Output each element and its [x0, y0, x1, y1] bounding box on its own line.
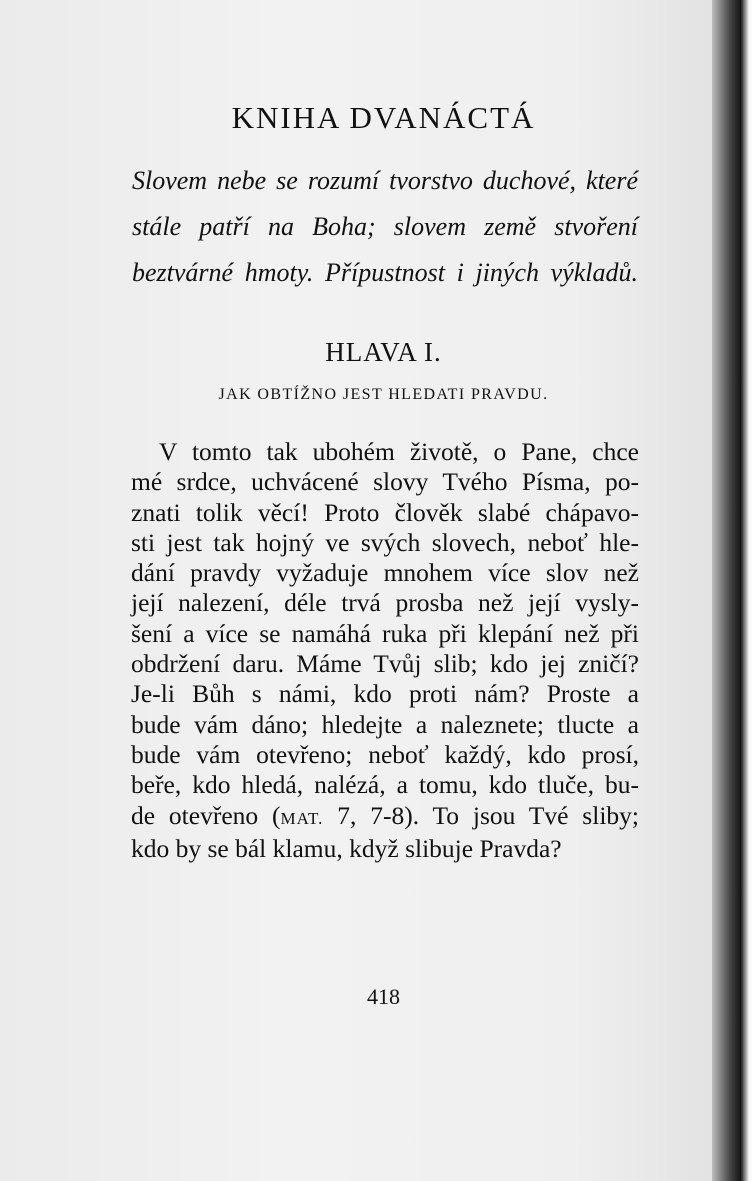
text-line: V tomto tak ubohém životě, o Pane, chce [159, 437, 639, 466]
page-number: 418 [367, 984, 400, 1009]
book-gutter-shadow [712, 0, 753, 1181]
text-fragment: 7, 7-8). To jsou Tvé sliby; [323, 800, 639, 830]
argument-line: Slovem nebe se rozumí tvorstvo duchové, které [132, 166, 638, 195]
chapter-subtitle: JAK OBTÍŽNO JEST HLEDATI PRAVDU. [218, 386, 549, 403]
argument-line: beztvárné hmoty. Přípustnost i jiných výkladů. [132, 258, 638, 287]
text-line: Je-li Bůh s námi, kdo proti nám? Proste a [131, 679, 639, 709]
text-line: mé srdce, uchvácené slovy Tvého Písma, po- [131, 467, 639, 497]
argument-line: stále patří na Boha; slovem země stvoření [132, 212, 638, 241]
book-argument [132, 158, 638, 296]
text-line: dání pravdy vyžaduje mnohem více slov než [131, 558, 639, 588]
text-line: beře, kdo hledá, nalézá, a tomu, kdo tluče, bu- [131, 770, 639, 800]
text-line: šení a více se namáhá ruka při klepání než při [131, 618, 639, 648]
text-line: bude vám otevřeno; neboť každý, kdo prosí, [131, 739, 639, 769]
text-line: znati tolik věcí! Proto člověk slabé chápavo- [131, 497, 639, 527]
text-line: obdržení daru. Máme Tvůj slib; kdo jej zničí? [131, 649, 639, 679]
scripture-citation: MAT. [280, 808, 324, 828]
text-fragment: de otevřeno ( [131, 800, 281, 830]
chapter-heading: HLAVA I. [325, 337, 442, 367]
text-line: kdo by se bál klamu, když slibuje Pravda? [131, 833, 562, 863]
text-line: bude vám dáno; hledejte a naleznete; tlucte a [131, 709, 639, 739]
book-title: KNIHA DVANÁCTÁ [231, 100, 536, 135]
body-text [131, 437, 639, 864]
text-line: sti jest tak hojný ve svých slovech, neboť hle- [131, 527, 639, 557]
text-line: její nalezení, déle trvá prosba než její vysly- [131, 588, 639, 618]
text-line-with-citation [131, 801, 639, 834]
